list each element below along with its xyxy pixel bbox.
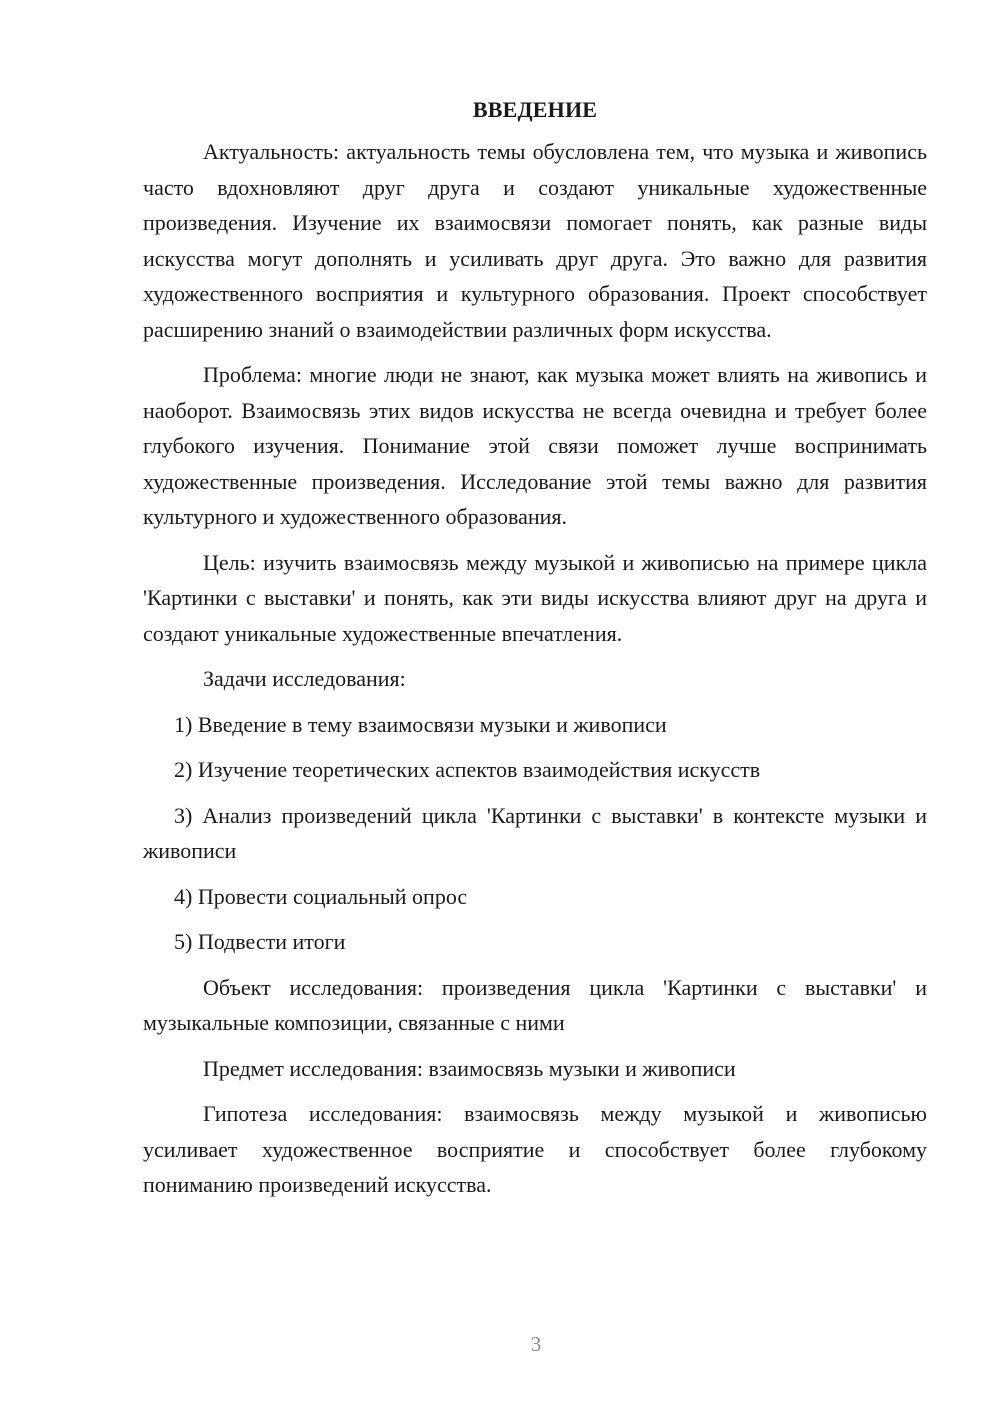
goal-paragraph: Цель: изучить взаимосвязь между музыкой и живописью на примере цикла 'Картинки с выставки' и понять, как эти виды искусства влияют друг на друга и создают уникальные художественные впечатления. <box>143 549 927 646</box>
task-item: 4) Провести социальный опрос <box>174 883 468 909</box>
relevance-paragraph: Актуальность: актуальность темы обусловлена тем, что музыка и живопись часто вдохновляют друг друга и создают уникальные художественные произведения. Изучение их взаимосвязи помогает понять, как разные виды искусства могут дополнять и усиливать друг друга. Это важно для развития художественного восприятия и культурного образования. Проект способствует расширению знаний о взаимодействии различных форм искусства. <box>143 139 927 342</box>
task-item: 2) Изучение теоретических аспектов взаимодействия искусств <box>174 757 761 782</box>
task-item: 3) Анализ произведений цикла 'Картинки с выставки' в контексте музыки и живописи <box>143 802 927 863</box>
object-paragraph: Объект исследования: произведения цикла 'Картинки с выставки' и музыкальные композиции, связанные с ними <box>143 974 927 1035</box>
subject-paragraph: Предмет исследования: взаимосвязь музыки и живописи <box>203 1055 736 1081</box>
document-page <box>143 92 927 1213</box>
document-heading: ВВЕДЕНИЕ <box>472 97 598 122</box>
tasks-title: Задачи исследования: <box>203 666 406 691</box>
page-number: 3 <box>530 1332 542 1356</box>
problem-paragraph: Проблема: многие люди не знают, как музыка может влиять на живопись и наоборот. Взаимосвязь этих видов искусства не всегда очевидна и требует более глубокого изучения. Понимание этой связи поможет лучше воспринимать художественные произведения. Исследование этой темы важно для развития культурного и художественного образования. <box>143 362 927 529</box>
task-item: 5) Подвести итоги <box>174 929 346 954</box>
tasks-list <box>143 707 927 960</box>
hypothesis-paragraph: Гипотеза исследования: взаимосвязь между музыкой и живописью усиливает художественное восприятие и способствует более глубокому пониманию произведений искусства. <box>143 1101 927 1197</box>
task-item: 1) Введение в тему взаимосвязи музыки и живописи <box>174 711 667 737</box>
